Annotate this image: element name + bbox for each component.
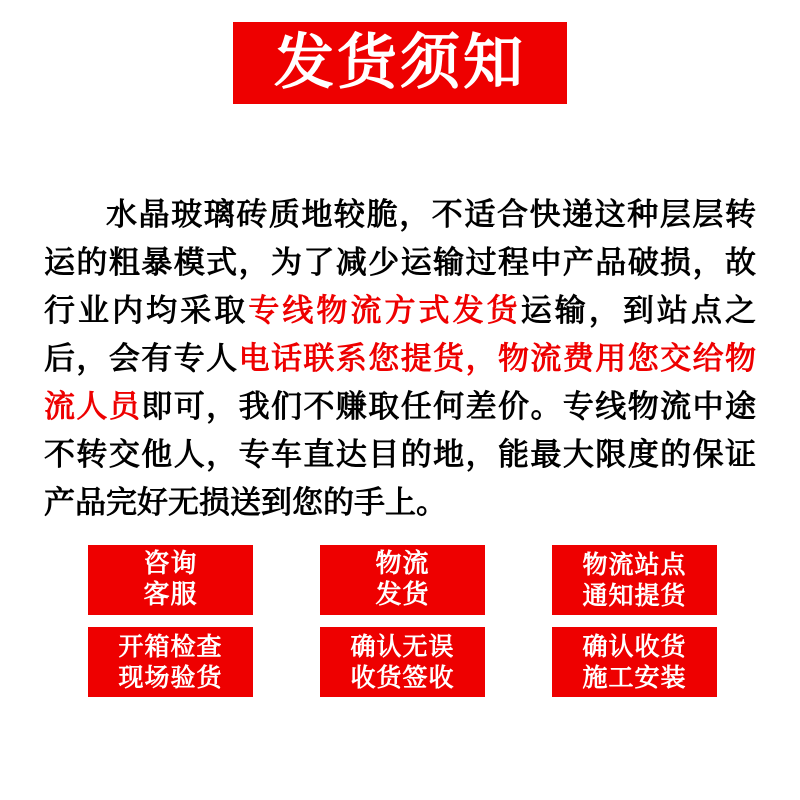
body-segment-2-highlight: 专线物流方式发货 <box>248 293 521 329</box>
page-title: 发货须知 <box>274 28 526 98</box>
body-segment-1: 水晶玻璃砖质地较脆，不适合快递这种层层转运的粗暴模式，为了减少运输过程中产品破损，故行业内均采取 <box>44 197 756 329</box>
badge-step-5-line-2: 收货签收 <box>350 663 455 692</box>
badge-step-4-line-1: 开箱检查 <box>118 632 223 661</box>
badge-step-2-line-2: 发货 <box>375 580 430 610</box>
badge-step-1-line-1: 咨询 <box>143 549 198 579</box>
process-step-badges <box>88 545 718 697</box>
body-segment-3: 运输，到站点之后，会有专人 <box>44 293 757 377</box>
badge-step-4-line-2: 现场验货 <box>118 663 223 692</box>
body-segment-4-highlight: 电话联系您提货，物流费用您交给物流人员 <box>44 341 757 425</box>
shipping-notice-paragraph <box>44 191 756 527</box>
badge-step-6-line-2: 施工安装 <box>582 663 687 692</box>
badge-step-4 <box>88 627 253 697</box>
badge-step-3 <box>552 545 717 615</box>
badge-step-2-line-1: 物流 <box>375 549 430 579</box>
badge-step-1 <box>88 545 253 615</box>
title-banner <box>233 22 567 104</box>
badge-step-5 <box>320 627 485 697</box>
badge-step-2 <box>320 545 485 615</box>
body-segment-5: 即可，我们不赚取任何差价。专线物流中途不转交他人，专车直达目的地，能最大限度的保证产品完好无损送到您的手上。 <box>44 389 757 521</box>
badge-step-1-line-2: 客服 <box>143 580 198 610</box>
badge-step-5-line-1: 确认无误 <box>350 632 455 661</box>
badge-step-6-line-1: 确认收货 <box>582 632 687 661</box>
badge-step-3-line-2: 通知提货 <box>582 581 687 610</box>
badge-step-3-line-1: 物流站点 <box>582 550 687 579</box>
badge-step-6 <box>552 627 717 697</box>
